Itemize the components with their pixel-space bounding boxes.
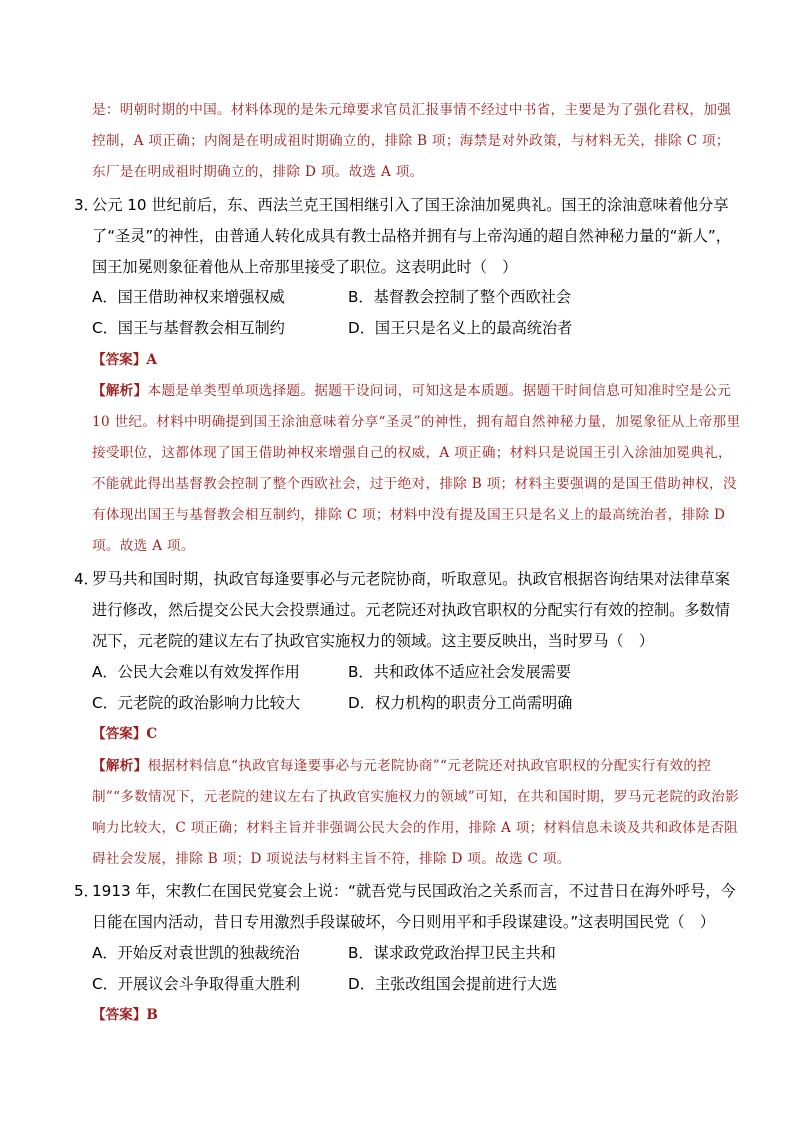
answer-label: 【答案】 <box>92 352 147 368</box>
answer-line <box>92 345 157 376</box>
analysis-label: 【解析】 <box>92 383 148 399</box>
answer-value: C <box>146 726 158 742</box>
analysis-text: 根据材料信息“执政官每逢要事必与元老院协商”“元老院还对执政官职权的分配实行有效的控制”“多数情况下，元老院的建议左右了执政官实施权力的领域”可知，在共和国时期，罗马元老院的政治影响力比较大，C 项正确；材料主旨并非强调公民大会的作用，排除 A 项；材料信息未谈及共和政体是否阻碍社会发展，排除 B 项；D 项说法与材料主旨不符，排除 D 项。故选 C 项。 <box>92 758 739 867</box>
answer-value: B <box>146 1007 158 1023</box>
question-stem: 1913 年，宋教仁在国民党宴会上说：“就吾党与民国政治之关系而言，不过昔日在海外呼号，今日能在国内活动，昔日专用激烈手段谋破坏，今日则用平和手段谋建设。”这表明国民党（ ） <box>92 882 736 931</box>
option-b: B．谋求政党政治捍卫民主共和 <box>348 944 556 962</box>
option-d: D．权力机构的职责分工尚需明确 <box>348 694 573 712</box>
option-a: A．国王借助神权来增强权威 <box>92 288 285 306</box>
option-a: A．开始反对袁世凯的独裁统治 <box>92 944 300 962</box>
option-c: C．元老院的政治影响力比较大 <box>92 694 301 712</box>
question-stem: 公元 10 世纪前后，东、西法兰克王国相继引入了国王涂油加冕典礼。国王的涂油意味着他分享了“圣灵”的神性，由普通人转化成具有教士品格并拥有与上帝沟通的超自然神秘力量的“新人”，国王加冕则象征着他从上帝那里接受了职位。这表明此时（ ） <box>92 196 731 276</box>
analysis-label: 【解析】 <box>92 758 148 774</box>
question-number: 5． <box>74 882 99 900</box>
analysis <box>92 376 742 562</box>
option-d: D．主张改组国会提前进行大选 <box>348 975 558 993</box>
option-b: B．基督教会控制了整个西欧社会 <box>348 288 572 306</box>
question-stem: 罗马共和国时期，执政官每逢要事必与元老院协商，听取意见。执政官根据咨询结果对法律草案进行修改，然后提交公民大会投票通过。元老院还对执政官职权的分配实行有效的控制。多数情况下，元老院的建议左右了执政官实施权力的领域。这主要反映出，当时罗马（ ） <box>92 570 730 650</box>
answer-line <box>92 719 157 750</box>
question-number: 3． <box>74 196 99 214</box>
option-b: B．共和政体不适应社会发展需要 <box>348 663 572 681</box>
option-a: A．公民大会难以有效发挥作用 <box>92 663 300 681</box>
analysis <box>92 751 742 875</box>
option-c: C．国王与基督教会相互制约 <box>92 319 285 337</box>
answer-value: A <box>146 352 157 368</box>
answer-label: 【答案】 <box>92 726 147 742</box>
analysis-text: 本题是单类型单项选择题。据题干设问词，可知这是本质题。据题干时间信息可知准时空是公元 10 世纪。材料中明确提到国王涂油意味着分享“圣灵”的神性，拥有超自然神秘力量，加冕象征从上帝那里接受职位，这都体现了国王借助神权来增强自己的权威，A 项正确；材料只是说国王引入涂油加冕典礼，不能就此得出基督教会控制了整个西欧社会，过于绝对，排除 B 项；材料主要强调的是国王借助神权，没有体现出国王与基督教会相互制约，排除 C 项；材料中没有提及国王只是名义上的最高统治者，排除 D 项。故选 A 项。 <box>92 383 741 554</box>
answer-line <box>92 1000 158 1031</box>
option-c: C．开展议会斗争取得重大胜利 <box>92 975 301 993</box>
answer-label: 【答案】 <box>92 1007 147 1023</box>
question-number: 4． <box>74 570 99 588</box>
previous-analysis-continuation: 是：明朝时期的中国。材料体现的是朱元璋要求官员汇报事情不经过中书省，主要是为了强化君权，加强控制，A 项正确；内阁是在明成祖时期确立的，排除 B 项；海禁是对外政策，与材料无关，排除 C 项；东厂是在明成祖时期确立的，排除 D 项。故选 A 项。 <box>92 102 732 180</box>
option-d: D．国王只是名义上的最高统治者 <box>348 319 573 337</box>
